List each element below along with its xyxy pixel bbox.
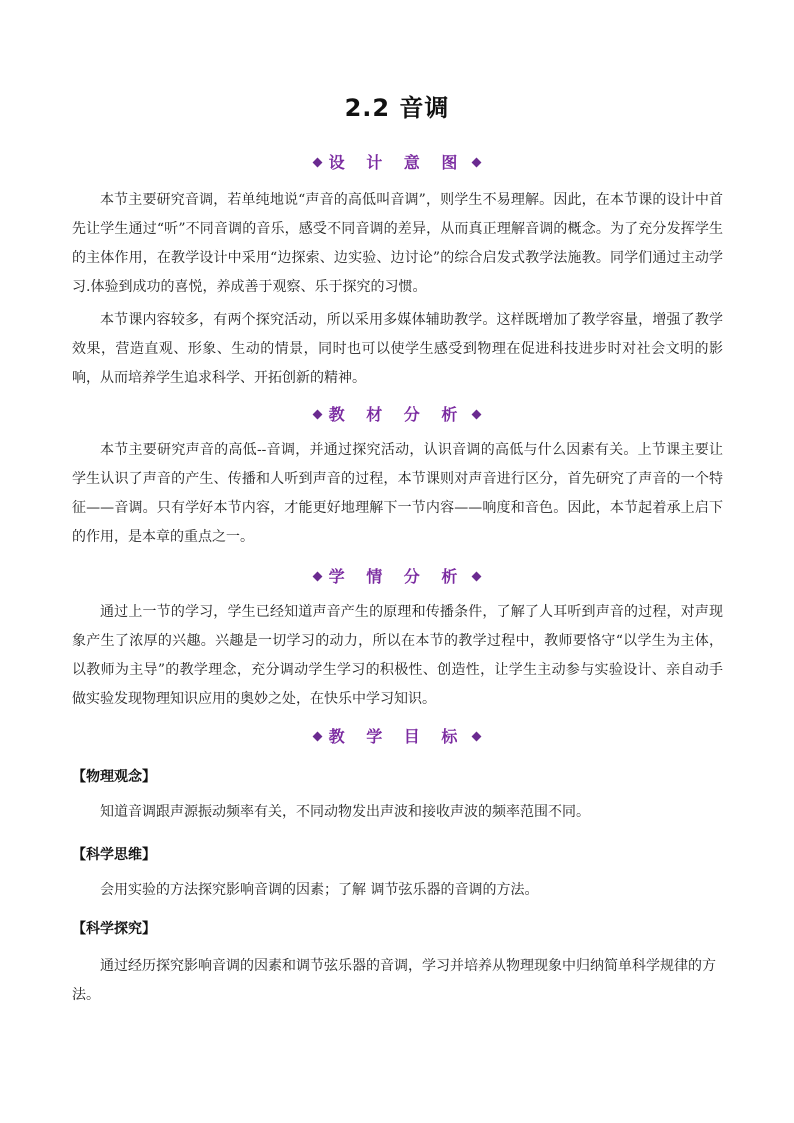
design-intent-body: [72, 186, 723, 393]
diamond-bullet-icon: [472, 157, 482, 167]
section-heading-text: 教 学 目 标: [328, 727, 466, 746]
section-heading-text: 学 情 分 析: [328, 567, 466, 586]
student-analysis-body: [72, 598, 723, 714]
paragraph: 通过上一节的学习，学生已经知道声音产生的原理和传播条件，了解了人耳听到声音的过程，对声现象产生了浓厚的兴趣。兴趣是一切学习的动力，所以在本节的教学过程中，教师要恪守“以学生为主体，以教师为主导”的教学理念，充分调动学生学习的积极性、创造性，让学生主动参与实验设计、亲自动手做实验发现物理知识应用的奥妙之处，在快乐中学习知识。: [72, 604, 723, 707]
section-heading-design-intent: [0, 150, 794, 173]
goal-label-scientific-thinking: 【科学思维】: [72, 847, 156, 863]
section-heading-text: 设 计 意 图: [328, 153, 466, 172]
goal-text-physics-concept: 知道音调跟声源振动频率有关，不同动物发出声波和接收声波的频率范围不同。: [100, 804, 590, 820]
diamond-bullet-icon: [472, 409, 482, 419]
paragraph: 本节主要研究音调，若单纯地说“声音的高低叫音调”，则学生不易理解。因此，在本节课的设计中首先让学生通过“听”不同音调的音乐，感受不同音调的差异，从而真正理解音调的概念。为了充分发挥学生的主体作用，在教学设计中采用“边探索、边实验、边讨论”的综合启发式教学法施教。同学们通过主动学习.体验到成功的喜悦，养成善于观察、乐于探究的习惯。: [72, 192, 723, 295]
goal-label-physics-concept: 【物理观念】: [72, 769, 156, 785]
diamond-bullet-icon: [312, 571, 322, 581]
goal-text-scientific-inquiry: 通过经历探究影响音调的因素和调节弦乐器的音调，学习并培养从物理现象中归纳简单科学规律的方法。: [72, 958, 716, 1003]
diamond-bullet-icon: [312, 157, 322, 167]
diamond-bullet-icon: [312, 731, 322, 741]
goal-text-scientific-thinking: 会用实验的方法探究影响音调的因素；了解 调节弦乐器的音调的方法。: [100, 882, 539, 898]
material-analysis-body: [72, 436, 723, 552]
section-heading-material-analysis: [0, 402, 794, 425]
page-title: 2.2 音调: [344, 94, 450, 122]
paragraph: 本节课内容较多，有两个探究活动，所以采用多媒体辅助教学。这样既增加了教学容量，增强了教学效果，营造直观、形象、生动的情景，同时也可以使学生感受到物理在促进科技进步时对社会文明的影响，从而培养学生追求科学、开拓创新的精神。: [72, 312, 723, 386]
section-heading-teaching-goals: [0, 724, 794, 747]
section-heading-student-analysis: [0, 564, 794, 587]
diamond-bullet-icon: [472, 731, 482, 741]
section-heading-text: 教 材 分 析: [328, 405, 466, 424]
diamond-bullet-icon: [312, 409, 322, 419]
goal-label-scientific-inquiry: 【科学探究】: [72, 921, 156, 937]
paragraph: 本节主要研究声音的高低--音调，并通过探究活动，认识音调的高低与什么因素有关。上节课主要让学生认识了声音的产生、传播和人听到声音的过程，本节课则对声音进行区分，首先研究了声音的一个特征——音调。只有学好本节内容，才能更好地理解下一节内容——响度和音色。因此，本节起着承上启下的作用，是本章的重点之一。: [72, 442, 723, 545]
diamond-bullet-icon: [472, 571, 482, 581]
